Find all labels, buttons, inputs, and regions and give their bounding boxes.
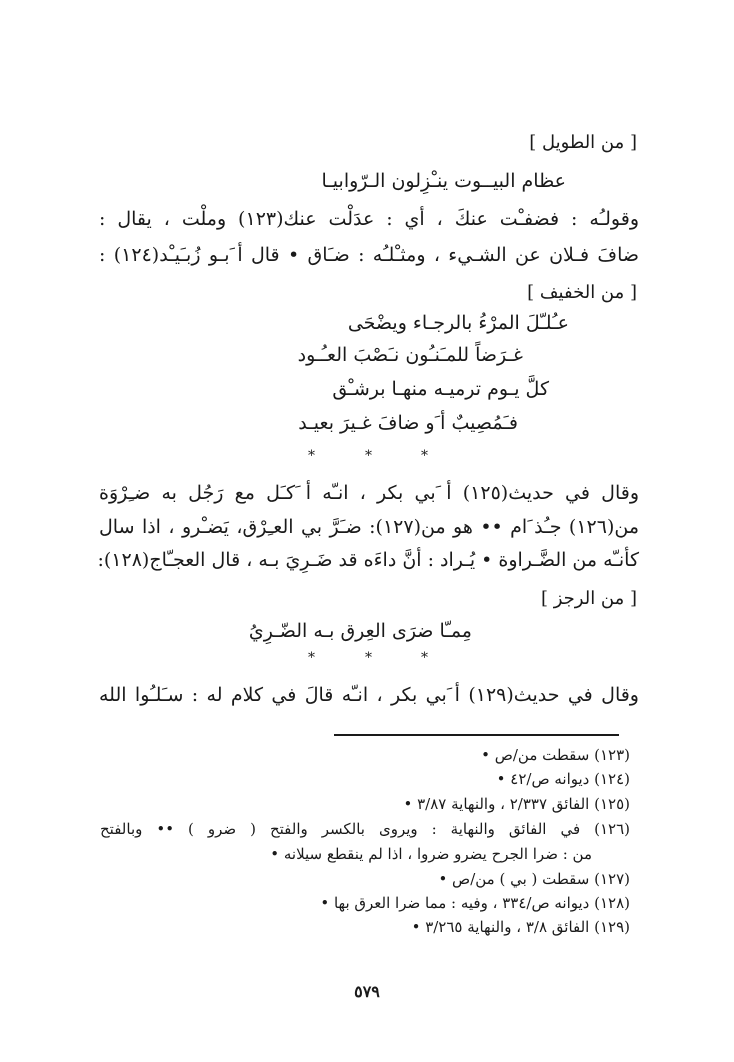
star: * bbox=[421, 448, 428, 464]
footnote: (١٢٦) في الفائق والنهاية : ويروى بالكسر والفتح ( ضرو ) •• وبالفتح bbox=[100, 820, 630, 838]
page-number: ٥٧٩ bbox=[354, 982, 380, 1001]
star: * bbox=[308, 448, 315, 464]
footnote: (١٢٨) ديوانه ص/٣٣٤ ، وفيه : مما ضرا العرق بها • bbox=[320, 894, 630, 912]
footnote-divider bbox=[334, 734, 619, 736]
footnote: (١٢٣) سقطت من/ص • bbox=[481, 746, 630, 764]
footnote: (١٢٧) سقطت ( بي ) من/ص • bbox=[438, 870, 630, 888]
meter-label-tawil: [ من الطويل ] bbox=[529, 132, 637, 153]
footnote: (١٢٥) الفائق ٢/٣٣٧ ، والنهاية ٣/٨٧ • bbox=[403, 795, 630, 813]
verse-line: كلَّ يـوم ترميـه منهـا برشـْق bbox=[332, 378, 549, 400]
star: * bbox=[365, 448, 372, 464]
star: * bbox=[365, 650, 372, 666]
star: * bbox=[421, 650, 428, 666]
paragraph-line: وقال في حديث(١٢٩) أ َبي بكر ، انـّه قالَ في كلام له : سـَلـُوا الله bbox=[99, 684, 639, 706]
paragraph-line: من(١٢٦) جـُذ َام •• هو من(١٢٧): ضـَرَّ بي العـِرْق، يَضـْرو ، اذا سال bbox=[99, 516, 639, 538]
paragraph-line: وقال في حديث(١٢٥) أ َبي بكر ، انـّه أ َكـَل مع رَجُل به ضـِرْوَة bbox=[99, 482, 639, 504]
paragraph-line: كأنـّه من الضَّـراوة • يُـراد : أنَّ داءَه قد ضَـرِيَ بـه ، قال العجـّاج(١٢٨): bbox=[97, 549, 639, 571]
separator-stars bbox=[0, 650, 734, 668]
meter-label-khafif: [ من الخفيف ] bbox=[527, 282, 637, 303]
footnote: (١٢٤) ديوانه ص/٤٢ • bbox=[496, 770, 630, 788]
paragraph-line: ضافَ فـلان عن الشـيء ، ومثـْلـُه : ضـَاق • قال أ َبـو زُبـَيـْد(١٢٤) : bbox=[99, 244, 639, 266]
footnote-continuation: من : ضرا الجرح يضرو ضروا ، اذا لم ينقطع سيلانه • bbox=[270, 845, 592, 863]
verse-line: مِمـّا ضرَى العِرق بـه الضّـرِيُ bbox=[248, 620, 472, 642]
verse-line: عـُلـّلَ المرْءُ بالرجـاء ويضْحَى bbox=[347, 312, 569, 334]
verse-line: عظام البيــوت ينـْزِلون الـرّوابيـا bbox=[321, 170, 566, 192]
meter-label-rajaz: [ من الرجز ] bbox=[540, 588, 637, 609]
star: * bbox=[308, 650, 315, 666]
paragraph-line: وقولـُه : فضفـْت عنكَ ، أي : عدَلْت عنك(١٢٣) وملْت ، يقال : bbox=[99, 208, 640, 230]
footnote: (١٢٩) الفائق ٣/٨ ، والنهاية ٣/٢٦٥ • bbox=[411, 918, 630, 936]
separator-stars bbox=[0, 448, 734, 466]
verse-line: غـرَضاً للمـَنـُون نـَصْبَ العـُـود bbox=[297, 344, 523, 366]
verse-line: فـَمُصِيبٌ أ َو ضافَ غـيرَ بعيـد bbox=[298, 412, 518, 434]
